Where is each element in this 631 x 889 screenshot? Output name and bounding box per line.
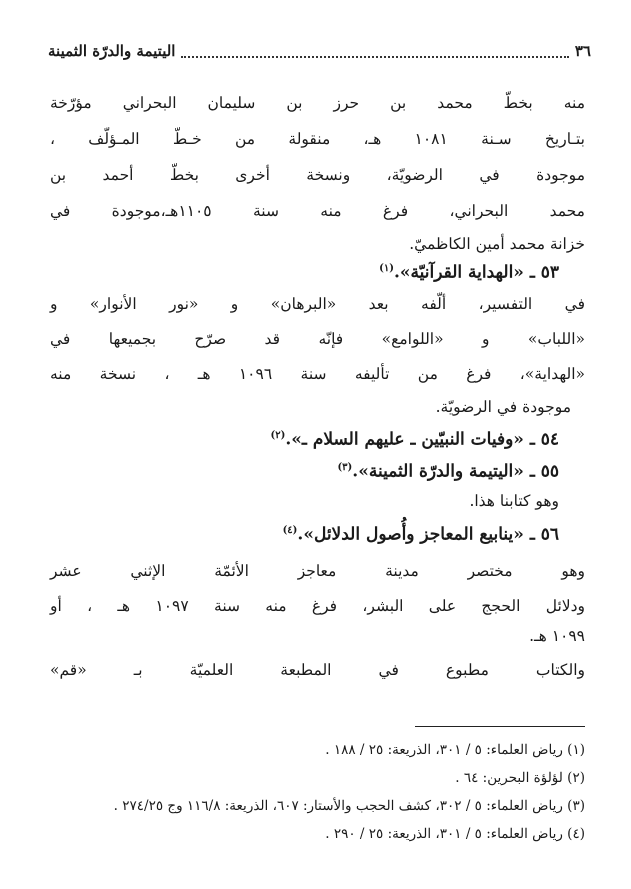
body-line: خزانة محمد أمين الكاظميّ. — [409, 235, 585, 253]
entry-heading-text: ٥٣ ـ «الهداية القرآنيّة». — [394, 262, 559, 283]
entry-heading — [50, 516, 559, 546]
body-line: ١٠٩٩ هـ. — [529, 627, 585, 645]
entry-heading-text: ٥٥ ـ «اليتيمة والدرّة الثمينة». — [352, 461, 559, 482]
running-header — [48, 40, 591, 62]
body-line: وهو مختصر مدينة معاجز الأئمّة الإثني عشر — [50, 562, 585, 580]
footnote: (٤) رياض العلماء: ٥ / ٣٠١، الذريعة: ٢٥ / ٢٩٠ . — [325, 826, 585, 842]
running-title: اليتيمة والدرّة الثمينة — [48, 42, 176, 60]
body-line: ودلائل الحجج على البشر، فرغ منه سنة ١٠٩٧ هـ ، أو — [50, 597, 585, 615]
footnote-separator — [415, 726, 585, 727]
footnote: (٣) رياض العلماء: ٥ / ٣٠٢، كشف الحجب والأستار: ٦٠٧، الذريعة: ١١٦/٨ وج ٢٧٤/٢٥ . — [113, 798, 585, 814]
footnote-ref: (٤) — [282, 525, 298, 536]
entry-heading — [50, 421, 559, 451]
body-line: «اللباب» و «اللوامع» فإنّه قد صرّح بجميعها في — [50, 330, 585, 348]
page-number: ٣٦ — [574, 42, 591, 60]
footnote-ref: (٢) — [270, 430, 286, 441]
entry-heading-text: ٥٤ ـ «وفيات النبيّين ـ عليهم السلام ـ». — [285, 429, 559, 450]
body-line: في التفسير، ألّفه بعد «البرهان» و «نور الأنوار» و — [50, 295, 585, 313]
body-line: موجودة في الرضويّة. — [435, 398, 571, 416]
footnote: (٢) لؤلؤة البحرين: ٦٤ . — [455, 770, 585, 786]
entry-heading — [50, 254, 559, 284]
footnote-ref: (١) — [379, 263, 395, 274]
body-line: منه بخطّ محمد بن حرز بن سليمان البحراني مؤرّخة — [50, 94, 585, 112]
body-line: والكتاب مطبوع في المطبعة العلميّة بـ «قم» — [50, 661, 585, 679]
body-line: وهو كتابنا هذا. — [469, 492, 559, 510]
body-line: بتـاريخ سـنة ١٠٨١ هـ، منقولة من خـطّ المـؤلّف ، — [50, 130, 585, 148]
body-line: «الهداية»، فرغ من تأليفه سنة ١٠٩٦ هـ ، نسخة منه — [50, 365, 585, 383]
footnote-ref: (٣) — [337, 462, 353, 473]
entry-heading-text: ٥٦ ـ «ينابيع المعاجز وأُصول الدلائل». — [297, 524, 559, 545]
body-line: موجودة في الرضويّة، ونسخة أخرى بخطّ أحمد بن — [50, 166, 585, 184]
body-line: محمد البحراني، فرغ منه سنة ١١٠٥هـ،موجودة في — [50, 202, 585, 220]
header-dot-leader — [181, 44, 568, 58]
footnote: (١) رياض العلماء: ٥ / ٣٠١، الذريعة: ٢٥ / ١٨٨ . — [325, 742, 585, 758]
entry-heading — [50, 453, 559, 483]
